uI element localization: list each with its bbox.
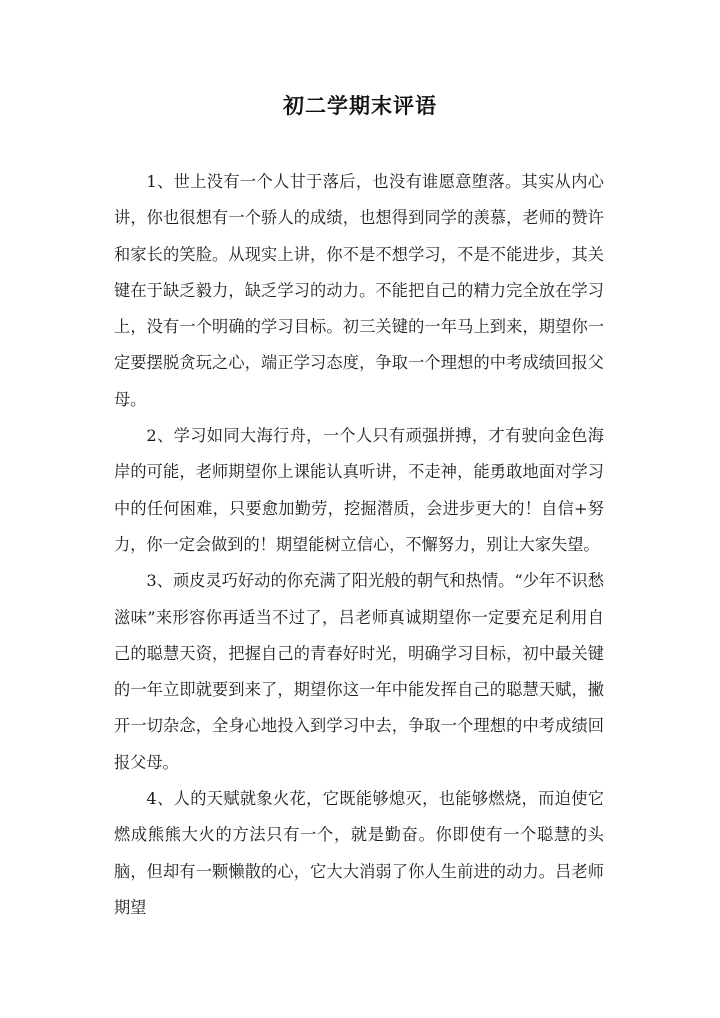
paragraph-4: 4、人的天赋就象火花，它既能够熄灭，也能够燃烧，而迫使它燃成熊熊大火的方法只有一个，就是勤奋。你即使有一个聪慧的头脑，但却有一颗懒散的心，它大大消弱了你人生前进的动力。吕老师期望 xyxy=(114,789,604,917)
document-title: 初二学期末评语 xyxy=(283,93,437,118)
paragraph-1: 1、世上没有一个人甘于落后，也没有谁愿意堕落。其实从内心讲，你也很想有一个骄人的成绩，也想得到同学的羡慕，老师的赞许和家长的笑脸。从现实上讲，你不是不想学习，不是不能进步，其关键在于缺乏毅力，缺乏学习的动力。不能把自己的精力完全放在学习上，没有一个明确的学习目标。初三关键的一年马上到来，期望你一定要摆脱贪玩之心，端正学习态度，争取一个理想的中考成绩回报父母。 xyxy=(114,172,604,409)
paragraph-2: 2、学习如同大海行舟，一个人只有顽强拼搏，才有驶向金色海岸的可能，老师期望你上课能认真听讲，不走神，能勇敢地面对学习中的任何困难，只要愈加勤劳，挖掘潜质，会进步更大的！自信+努力，你一定会做到的！期望能树立信心，不懈努力，别让大家失望。 xyxy=(114,426,604,554)
document-body xyxy=(114,164,604,926)
paragraph-3: 3、顽皮灵巧好动的你充满了阳光般的朝气和热情。“少年不识愁滋味”来形容你再适当不过了，吕老师真诚期望你一定要充足利用自己的聪慧天资，把握自己的青春好时光，明确学习目标，初中最关键的一年立即就要到来了，期望你这一年中能发挥自己的聪慧天赋，撇开一切杂念，全身心地投入到学习中去，争取一个理想的中考成绩回报父母。 xyxy=(114,571,604,772)
